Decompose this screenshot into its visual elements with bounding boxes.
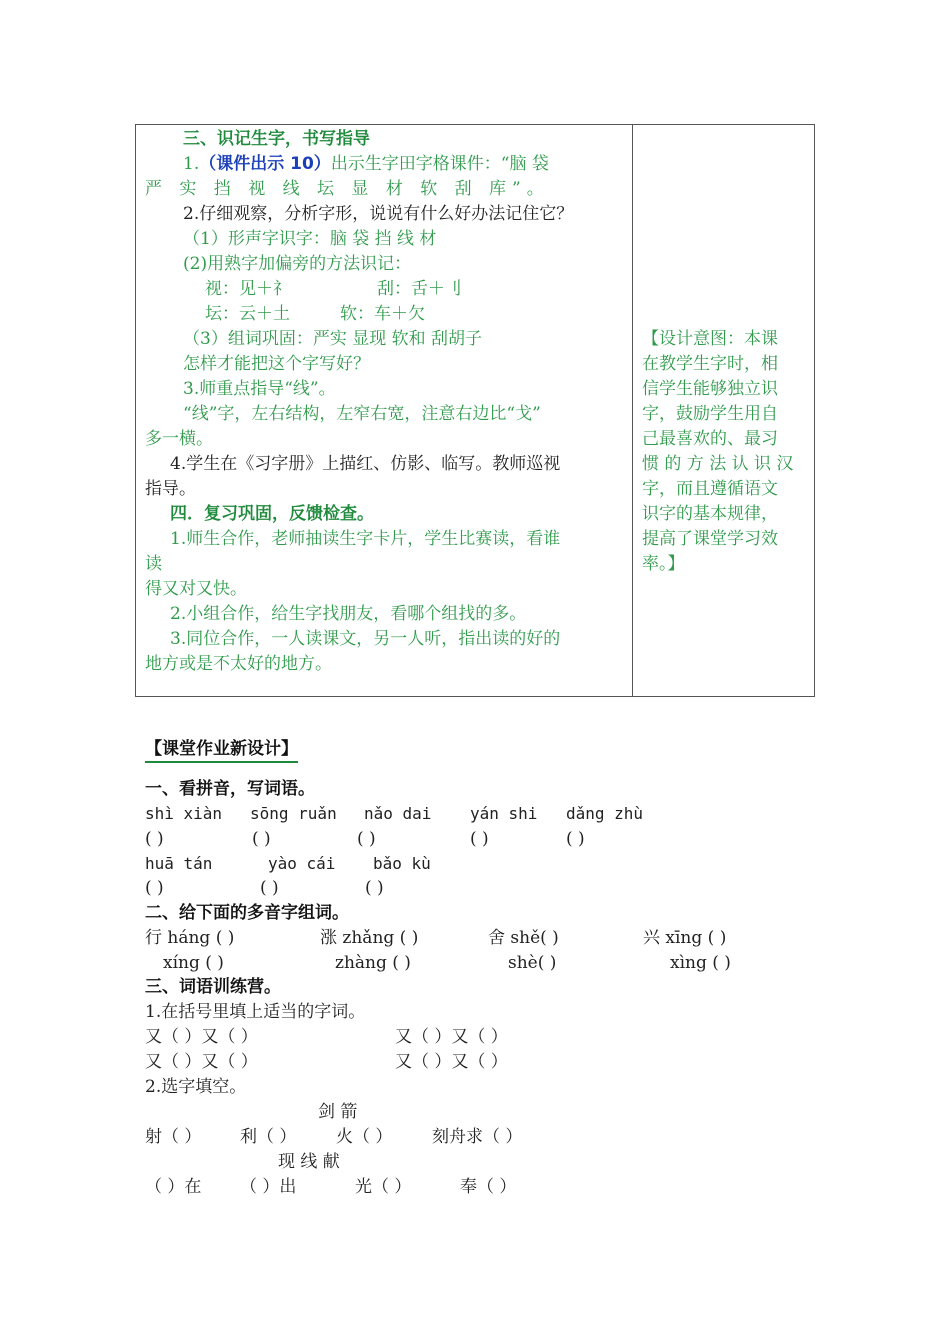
step-4: 4.学生在《习字册》上描红、仿影、临写。教师巡视: [170, 454, 561, 474]
poly-xing1: 兴 xīng ( ): [643, 928, 727, 948]
review-1-end: 得又对又快。: [145, 579, 247, 599]
step-1-text: 出示生字田字格课件：“脑 袋: [330, 154, 549, 174]
fill-she: 射（ ）: [145, 1127, 202, 1147]
homework-title: 【课堂作业新设计】: [145, 737, 298, 761]
pinyin-1: sōng ruǎn: [250, 804, 337, 823]
homework-section-3: 三、词语训练营。: [145, 977, 281, 997]
step-4-end: 指导。: [145, 479, 196, 499]
step-2: 2.仔细观察，分析字形，说说有什么好办法记住它？: [183, 204, 574, 224]
fill-li: 利（ ）: [240, 1127, 297, 1147]
review-1-cont: 读: [145, 554, 162, 574]
answer-blank-5[interactable]: ( ): [145, 878, 164, 898]
design-intent-6: 惯 的 方 法 认 识 汉: [642, 454, 794, 474]
answer-blank-6[interactable]: ( ): [260, 878, 279, 898]
answer-blank-4[interactable]: ( ): [566, 829, 585, 849]
fill-guang: 光（ ）: [355, 1177, 412, 1197]
review-3: 3.同位合作，一人读课文，另一人听，指出读的好的: [170, 629, 561, 649]
design-intent-8: 识字的基本规律，: [642, 504, 778, 524]
pinyin-3: yán shi: [470, 804, 538, 823]
design-intent-7: 字，而且遵循语文: [642, 479, 778, 499]
poly-zhang4: zhàng ( ): [335, 953, 411, 973]
pinyin-4: dǎng zhù: [566, 804, 644, 823]
step-2-1: （1）形声字识字：脑 袋 挡 线 材: [183, 229, 437, 249]
section-three-heading: 三、识记生字，书写指导: [183, 129, 370, 149]
poly-she3: 舍 shě( ): [488, 928, 559, 948]
design-intent-5: 己最喜欢的、最习: [642, 429, 778, 449]
design-intent-1: 【设计意图：本课: [642, 329, 778, 349]
answer-blank-2[interactable]: ( ): [357, 829, 376, 849]
homework-section-1: 一、看拼音，写词语。: [145, 779, 315, 799]
review-1: 1.师生合作，老师抽读生字卡片，学生比赛读，看谁: [170, 529, 561, 549]
homework-section-2: 二、给下面的多音字组词。: [145, 903, 349, 923]
pinyin-2: nǎo dai: [364, 804, 432, 823]
radical-tan: 坛：云＋土: [205, 304, 290, 324]
vocab-q2: 2.选字填空。: [145, 1077, 247, 1097]
vocab-q1: 1.在括号里填上适当的字词。: [145, 1002, 366, 1022]
poly-xing4: xìng ( ): [670, 953, 731, 973]
step-1: [183, 152, 549, 176]
fill-huo: 火（ ）: [336, 1127, 393, 1147]
pinyin-0: shì xiàn: [145, 804, 223, 823]
design-intent-3: 信学生能够独立识: [642, 379, 778, 399]
choice-set-1: 剑 箭: [318, 1102, 358, 1122]
design-intent-10: 率。】: [642, 554, 685, 574]
fill-kezhouqiu: 刻舟求（ ）: [432, 1127, 523, 1147]
pinyin-5: huā tán: [145, 854, 213, 873]
step-2-2: (2)用熟字加偏旁的方法识记：: [183, 254, 412, 274]
fill-chu: （ ）出: [240, 1177, 297, 1197]
pinyin-7: bǎo kù: [373, 854, 431, 873]
answer-blank-1[interactable]: ( ): [252, 829, 271, 849]
poly-zhang3: 涨 zhǎng ( ): [320, 928, 419, 948]
answer-blank-3[interactable]: ( ): [470, 829, 489, 849]
section-four-heading: 四．复习巩固，反馈检查。: [170, 504, 374, 524]
you-you-4: 又（ ）又（ ）: [395, 1052, 508, 1072]
poly-xing2: xíng ( ): [163, 953, 224, 973]
pinyin-6: yào cái: [268, 854, 336, 873]
choice-set-2: 现 线 献: [278, 1152, 340, 1172]
question-write: 怎样才能把这个字写好？: [183, 354, 370, 374]
courseware-label: （课件出示 10）: [199, 154, 331, 174]
you-you-1: 又（ ）又（ ）: [145, 1027, 258, 1047]
radical-ruan: 软：车＋欠: [340, 304, 425, 324]
design-intent-2: 在教学生字时，相: [642, 354, 778, 374]
radical-gua: 刮：舌＋刂: [377, 279, 462, 299]
design-intent-9: 提高了课堂学习效: [642, 529, 778, 549]
poly-she4: shè( ): [508, 953, 557, 973]
you-you-2: 又（ ）又（ ）: [395, 1027, 508, 1047]
review-3-end: 地方或是不太好的地方。: [145, 654, 332, 674]
radical-shi: 视：见＋礻: [205, 279, 290, 299]
step-3-detail-end: 多一横。: [145, 429, 213, 449]
step-1-num: 1.: [183, 154, 200, 174]
step-3-detail: “线”字，左右结构，左窄右宽，注意右边比“戈”: [183, 404, 541, 424]
you-you-3: 又（ ）又（ ）: [145, 1052, 258, 1072]
design-intent-4: 字，鼓励学生用自: [642, 404, 778, 424]
fill-feng: 奉（ ）: [460, 1177, 517, 1197]
step-3: 3.师重点指导“线”。: [183, 379, 336, 399]
step-2-3: （3）组词巩固：严实 显现 软和 刮胡子: [183, 329, 483, 349]
table-column-divider: [632, 124, 633, 697]
answer-blank-7[interactable]: ( ): [365, 878, 384, 898]
step-1-line2: 严 实 挡 视 线 坛 显 材 软 刮 库”。: [145, 179, 550, 199]
poly-hang: 行 háng ( ): [145, 928, 235, 948]
fill-zai: （ ）在: [145, 1177, 202, 1197]
review-2: 2.小组合作，给生字找朋友，看哪个组找的多。: [170, 604, 527, 624]
answer-blank-0[interactable]: ( ): [145, 829, 164, 849]
